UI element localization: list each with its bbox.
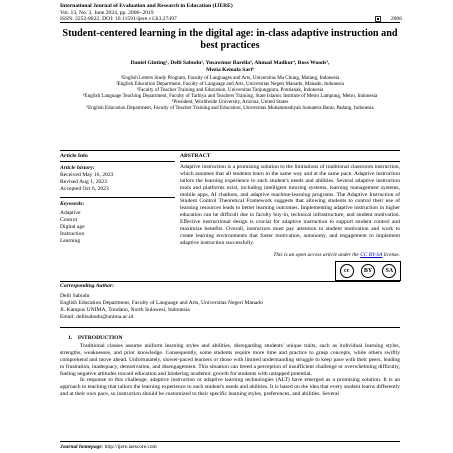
abstract <box>180 153 400 247</box>
journal-header <box>60 3 400 23</box>
affiliation: ²English Education Department, Faculty of Language and Arts, Universitas Negeri Manado, Manado, Indonesia <box>116 81 344 88</box>
affiliation: ³Faculty of Teacher Training and Education, Universitas Tanjungpura, Pontianak, Indonesia <box>136 87 324 94</box>
cc-license-badge[interactable] <box>335 261 401 281</box>
corresponding-line: Delli Sabudu <box>60 292 90 299</box>
license-prefix: This is an open access article under the <box>273 252 359 258</box>
authors <box>60 60 400 74</box>
paragraph: In response to this challenge, adaptive instruction or adaptive learning technologies (ALT) have emerged as a promising solution. It is an approach to teaching that tailors the learning experience to each student's needs and abilities. It is based on the idea that every student learns differently and at their own pace, so instruction should be customized to their specific learning styles, preferences, and abilities. Several <box>60 377 400 398</box>
history-item: Received May 16, 2023 <box>60 171 114 178</box>
homepage-link[interactable]: : http://ijere.iaescore.com <box>101 444 157 450</box>
cc-icon: cc <box>340 264 354 278</box>
keyword: Control <box>60 217 78 224</box>
license-link[interactable]: CC BY-SA <box>360 252 383 258</box>
author-line: Daniel Ginting¹, Delli Sabudu², Yusawinur Barella³, Ahmad Madkur⁴, Ross Woods⁵, <box>130 60 330 66</box>
abstract-text: Adaptive instruction is a promising solution to the limitations of traditional classroom instruction, which assumes that all students learn in the same way and at the same pace. Adaptive instruction tailors the learning experience to each student's needs and abilities. Several adaptive instruction tools and platforms exist, including intelligent tutoring systems, learning management systems, mobile apps, AI chatbots, and adaptive machine-learning programs. The Adaptive Instruction of Student Control Theoretical Framework suggests that allowing students to control their use of learning resources leads to better learning outcomes. Implementing adaptive instruction in higher education can be difficult due to faculty buy-in, technical infrastructure, and student motivation. Effective instructional design is crucial for adaptive instruction to support student control and maximize benefits. Overall, instructors must pay attention to student motivation and work to create learning environments that foster motivation, autonomy, and engagement to implement adaptive instruction successfully. <box>180 163 400 246</box>
corr-top-rule <box>60 281 400 282</box>
corresponding-email[interactable]: Email: dellisabudu@unima.ac.id <box>60 313 134 320</box>
corresponding-heading: Corresponding Author: <box>60 283 115 289</box>
footer-rule <box>60 441 400 442</box>
section-heading: 1. INTRODUCTION <box>68 335 123 341</box>
corresponding-line: Jl. Kampus UNIMA, Tondano, North Sulawesi, Indonesia <box>60 306 190 313</box>
affiliations <box>60 75 400 112</box>
abstract-heading: ABSTRACT <box>180 153 211 159</box>
introduction <box>60 335 400 398</box>
history-item: Accepted Oct 6, 2023 <box>60 185 109 192</box>
sa-icon: SA <box>382 264 396 278</box>
paragraph: Traditional classes assume uniform learning styles and abilities, disregarding students' unique traits, such as individual learning styles, strengths, weaknesses, and prior knowledge. Consequently, some students require more time and practice to grasp concepts, while others swiftly comprehend and move ahead. Unfortunately, slower-paced learners or those with limited understanding struggle to keep pace with their peers, leading to frustration, inadequacy, demotivation, and disengagement. This situation can breed a perception of insufficient challenge or overwhelming difficulty, fueling negative attitudes toward education and hindering academic growth for students with untapped potential. <box>60 342 400 377</box>
keywords <box>60 201 175 245</box>
page-number: 2006 <box>390 16 402 22</box>
article-info-heading: Article Info <box>60 153 88 159</box>
affiliation: ⁴English Language Teaching Department, Faculty of Tarbiya and Teachers Training, State Islamic Institute of Metro Lampung, Metro, Indonesia <box>82 93 378 100</box>
author-line: Mezia Kemala Sari⁶ <box>206 66 254 73</box>
info-rule <box>60 161 175 162</box>
corresponding-line: English Education Department, Faculty of Language and Arts, Universitas Negeri Manado <box>60 299 263 306</box>
keyword: Digital age <box>60 224 85 231</box>
by-icon: BY <box>361 264 375 278</box>
license-line <box>220 252 400 258</box>
affiliation: ¹English Letters Study Program, Faculty of Languages and Arts, Universitas Ma Chung, Malang, Indonesia <box>120 75 340 81</box>
issn-line[interactable]: ISSN: 2252-8822, DOI: 10.11591/ijere.v13i3.27497 <box>60 16 177 23</box>
info-top-rule <box>60 150 400 151</box>
footer <box>60 444 400 450</box>
license-suffix: license. <box>383 252 400 258</box>
article-history <box>60 165 175 193</box>
keyword: Learning <box>60 238 81 245</box>
volume-line: Vol. 13, No. 3, June 2024, pp. 2006~2019 <box>60 9 154 16</box>
affiliation: ⁵President, Worldwide University, Arizona, United States <box>171 99 289 106</box>
history-heading: Article history: <box>60 164 95 171</box>
footer-label: Journal homepage <box>60 444 102 450</box>
article-info <box>60 153 175 249</box>
keywords-heading: Keywords: <box>60 200 85 207</box>
header-rule <box>60 22 400 23</box>
corr-bottom-rule <box>60 327 400 328</box>
corresponding-author <box>60 283 400 321</box>
keyword: Adaptive <box>60 210 81 217</box>
abstract-rule <box>180 161 400 162</box>
keywords-rule <box>60 197 175 198</box>
history-item: Revised Aug 1, 2023 <box>60 178 107 185</box>
keyword: Instruction <box>60 231 85 238</box>
affiliation: ⁶English Education Department, Faculty of Teacher Training and Education, Universitas Muhammadiyah Sumatera Barat, Padang, Indonesia <box>86 105 374 112</box>
journal-name: International Journal of Evaluation and Research in Education (IJERE) <box>60 3 233 9</box>
paper-title: Student-centered learning in the digital age: in-class adaptive instruction and best practices <box>62 28 398 51</box>
